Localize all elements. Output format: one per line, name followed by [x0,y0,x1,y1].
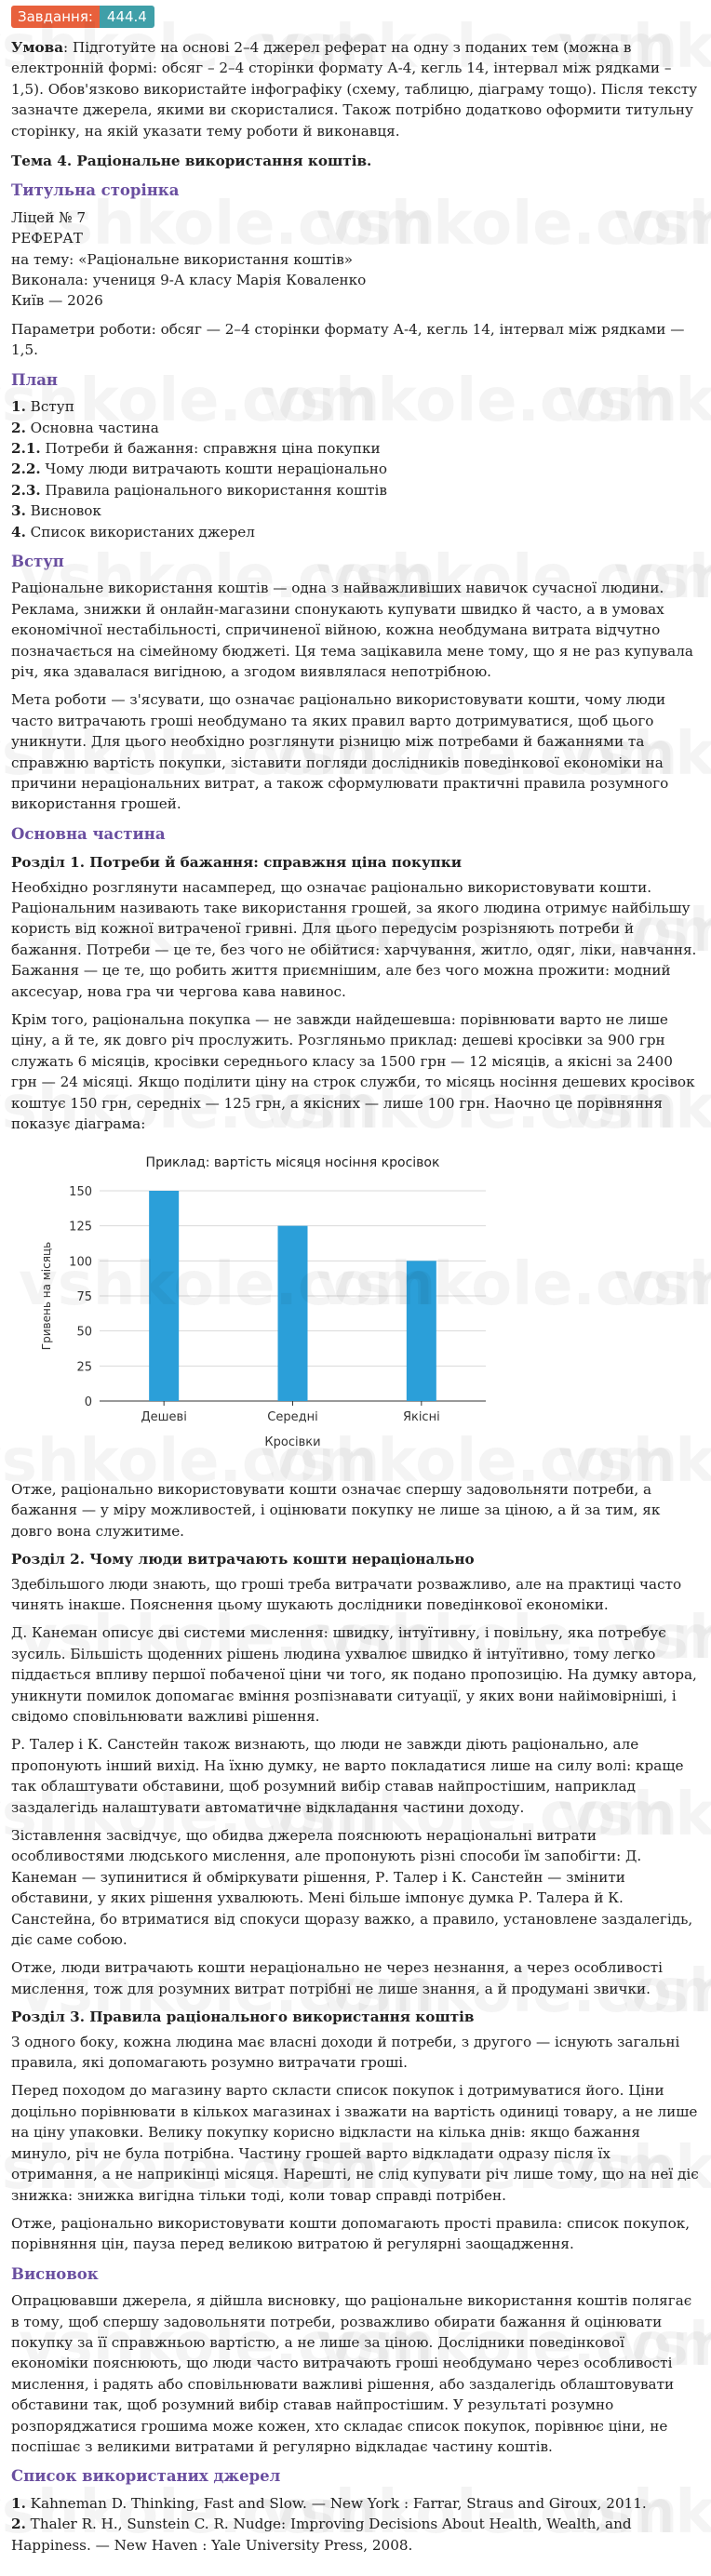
plan-item [11,459,700,479]
title-page-heading: Титульна сторінка [11,181,180,200]
plan-list [11,396,700,542]
x-tick-label: Якісні [402,1409,440,1424]
source-item [11,2493,700,2514]
source-item [11,2514,700,2556]
task-badge [11,6,154,28]
y-axis-label: Гривень на місяць [40,1241,53,1350]
section-1-paragraph: Крім того, раціональна покупка — не завжди найдешевша: порівнювати варто не лише ціну, а й те, як довго річ прослужить. Розгляньмо приклад: дешеві кросівки за 900 грн служать 6 місяців, кросівки середнього класу за 1500 грн — 12 місяців, а якісні за 2400 грн — 24 місяці. Якщо поділити ціну на строк служби, то місяць носіння дешевих кросівок коштує 150 грн, середніх — 125 грн, а якісних — лише 100 грн. Наочно це порівняння показує діаграма: [11,1011,695,1133]
plan-num: 3. [11,502,26,520]
section-1-conclusion: Отже, раціонально використовувати кошти означає спершу задовольняти потреби, а бажання — у міру можливостей, і оцінювати покупку не лише за ціною, а й за тим, як довго вона служитиме. [11,1480,661,1540]
intro-paragraph: Раціональне використання коштів — одна з найважливіших навичок сучасної людини. Реклама, знижки й онлайн-магазини спонукають купувати швидко й часто, а в умовах економічної нестабільності, спричиненої війною, кожна необдумана витрата відчутно позначається на сімейному бюджеті. Ця тема зацікавила мене тому, що я не раз купувала річ, яка здавалася вигідною, а згодом виявлялася непотрібною. [11,580,693,680]
source-num: 2. [11,2516,26,2533]
bar-chart [11,1148,514,1464]
sources-list [11,2493,700,2556]
plan-num: 2.3. [11,481,41,499]
topic-title: Тема 4. Раціональне використання коштів. [11,153,372,170]
title-line: РЕФЕРАТ [11,230,83,247]
umova-paragraph [11,37,700,141]
title-line: Київ — 2026 [11,292,103,310]
conclusion-heading: Висновок [11,2264,99,2283]
section-2-title: Розділ 2. Чому люди витрачають кошти нераціонально [11,1551,475,1568]
plan-item [11,522,700,542]
bar-2 [278,1225,308,1400]
source-text: Kahneman D. Thinking, Fast and Slow. — New York : Farrar, Straus and Giroux, 2011. [25,2494,647,2512]
umova-label: Умова [11,39,64,56]
plan-item [11,480,700,501]
chart-container [11,1148,700,1470]
title-line: на тему: «Раціональне використання коштів» [11,250,354,268]
plan-num: 4. [11,523,26,541]
y-tick-label: 25 [76,1359,92,1374]
title-params: Параметри роботи: обсяг — 2–4 сторінки формату А-4, кегль 14, інтервал між рядками — 1,5. [11,320,685,359]
title-page-lines [11,207,700,312]
plan-text: Чому люди витрачають кошти нераціонально [40,460,387,478]
intro-paragraph: Мета роботи — з'ясувати, що означає раціонально використовувати кошти, чому люди часто витрачають гроші необдумано та яких правил варто дотримуватися, щоб цього уникнути. Для цього необхідно розглянути різницю між потребами й бажаннями та справжню вартість покупки, зіставити погляди дослідників поведінкової економіки на причини нераціональних витрат, а також сформулювати практичні правила розумного використання грошей. [11,691,669,813]
section-3-paragraph: Отже, раціонально використовувати кошти допомагають прості правила: список покупок, порівняння цін, пауза перед великою витратою й регулярні заощадження. [11,2214,691,2253]
plan-text: Правила раціонального використання коштів [40,481,387,499]
y-tick-label: 75 [76,1289,92,1304]
section-2-paragraph: Р. Талер і К. Санстейн також визнають, що люди не завжди діють раціонально, але пропонують інший вихід. На їхню думку, не варто покладатися лише на силу волі: краще так облаштувати обставини, щоб розумний вибір ставав найпростішим, наприклад заздалегідь налаштувати автоматичне відкладання частини доходу. [11,1736,684,1816]
x-tick-label: Середні [267,1409,318,1424]
bar-3 [407,1261,436,1401]
plan-text: Список використаних джерел [25,523,255,541]
source-text: Thaler R. H., Sunstein C. R. Nudge: Improving Decisions About Health, Wealth, and Happiness. — New Haven : Yale University Press, 2008. [11,2516,632,2554]
plan-item [11,418,700,438]
y-tick-label: 150 [69,1184,92,1199]
conclusion-paragraph: Опрацювавши джерела, я дійшла висновку, що раціональне використання коштів полягає в тому, щоб спершу задовольняти потреби, розважливо обирати бажання й оцінювати покупку за її справжньою вартістю, а не лише за ціною. Дослідники поведінкової економіки пояснюють, що люди часто витрачають гроші необдумано через особливості мислення, і радять або сповільнювати важливі рішення, або заздалегідь облаштовувати обставини так, щоб розумний вибір ставав найпростішим. У результаті розумно розпоряджатися грошима може кожен, хто складає список покупок, порівнює ціни, не поспішає з великими витратами й регулярно відкладає частину коштів. [11,2292,692,2455]
main-heading: Основна частина [11,824,166,843]
section-1-title: Розділ 1. Потреби й бажання: справжня ціна покупки [11,854,463,872]
task-label: Завдання: [11,6,100,28]
plan-num: 2.2. [11,460,41,478]
chart-title: Приклад: вартість місяця носіння кросівок [145,1155,440,1170]
umova-text: : Підготуйте на основі 2–4 джерел реферат на одну з поданих тем (можна в електронній формі: обсяг – 2–4 сторінки формату А-4, кегль 14, інтервал між рядками – 1,5). Обов'язково використайте інфографіку (схему, таблицю, діаграму тощо). Після тексту зазначте джерела, якими ви скористалися. Також потрібно додатково оформити титульну сторінку, на якій указати тему роботи й виконавця. [11,39,698,140]
section-3-paragraph: Перед походом до магазину варто скласти список покупок і дотримуватися його. Ціни доцільно порівнювати в кількох магазинах і зважати на вартість одиниці товару, а не лише на ціну упаковки. Велику покупку корисно відкласти на кілька днів: якщо бажання минуло, річ не була потрібна. Частину грошей варто відкладати одразу після їх отримання, а не наприкінці місяця. Нарешті, не слід купувати річ лише тому, що на неї діє знижка: знижка вигідна тільки тоді, коли товар справді потрібен. [11,2082,699,2204]
plan-text: Потреби й бажання: справжня ціна покупки [40,439,381,457]
plan-item [11,396,700,417]
section-2-paragraph: Д. Канеман описує дві системи мислення: швидку, інтуїтивну, і повільну, яка потребує зусиль. Більшість щоденних рішень людина ухвалює швидко й інтуїтивно, тому легко піддається впливу першої побаченої ціни чи того, як подано пропозицію. На думку автора, уникнути помилок допомагає вміння розпізнавати ситуації, у яких вони найімовірніші, і свідомо сповільнювати важливі рішення. [11,1624,697,1725]
section-2-paragraph: Здебільшого люди знають, що гроші треба витрачати розважливо, але на практиці часто чинять інакше. Пояснення цьому шукають дослідники поведінкової економіки. [11,1575,682,1613]
x-tick-label: Дешеві [141,1409,187,1424]
y-tick-label: 125 [69,1220,92,1235]
section-3-title: Розділ 3. Правила раціонального використання коштів [11,2009,475,2026]
y-tick-label: 50 [76,1325,92,1340]
plan-text: Основна частина [25,419,159,436]
y-tick-label: 0 [84,1395,92,1409]
section-2-paragraph: Зіставлення засвідчує, що обидва джерела пояснюють нераціональні витрати особливостями людського мислення, але пропонують різні способи їм запобігти: Д. Канеман — зупинитися й обміркувати рішення, Р. Талер і К. Санстейн — змінити обставини, у яких рішення ухвалюють. Мені більше імпонує думка Р. Талера й К. Санстейна, бо втриматися від спокуси щоразу важко, а правило, установлене заздалегідь, діє саме собою. [11,1827,693,1949]
section-2-paragraph: Отже, люди витрачають кошти нераціонально не через незнання, а через особливості мислення, тож для розумних витрат потрібні не лише знання, а й продумані звички. [11,1959,663,1997]
title-line: Виконала: учениця 9-А класу Марія Коваленко [11,272,367,289]
title-line: Ліцей № 7 [11,208,87,226]
bar-1 [149,1191,179,1401]
plan-item [11,501,700,521]
y-tick-label: 100 [69,1254,92,1269]
sources-heading: Список використаних джерел [11,2467,281,2486]
x-axis-label: Кросівки [264,1435,321,1449]
section-3-paragraph: З одного боку, кожна людина має власні доходи й потреби, з другого — існують загальні правила, які допомагають розумно витрачати гроші. [11,2033,680,2072]
plan-text: Висновок [25,502,101,520]
plan-num: 2. [11,419,26,436]
plan-text: Вступ [25,398,74,416]
plan-num: 2.1. [11,439,41,457]
source-num: 1. [11,2494,26,2512]
plan-heading: План [11,370,58,389]
task-number: 444.4 [100,6,154,28]
intro-heading: Вступ [11,552,64,570]
plan-num: 1. [11,398,26,416]
section-1-paragraph: Необхідно розглянути насамперед, що означає раціонально використовувати кошти. Раціональним називають таке використання грошей, за якого людина отримує найбільшу користь від кожної витраченої гривні. Для цього передусім розрізняють потреби й бажання. Потреби — це те, без чого не обійтися: харчування, житло, одяг, ліки, навчання. Бажання — це те, що робить життя приємнішим, але без чого можна прожити: модний аксесуар, нова гра чи чергова кава навинос. [11,878,697,1000]
plan-item [11,438,700,459]
